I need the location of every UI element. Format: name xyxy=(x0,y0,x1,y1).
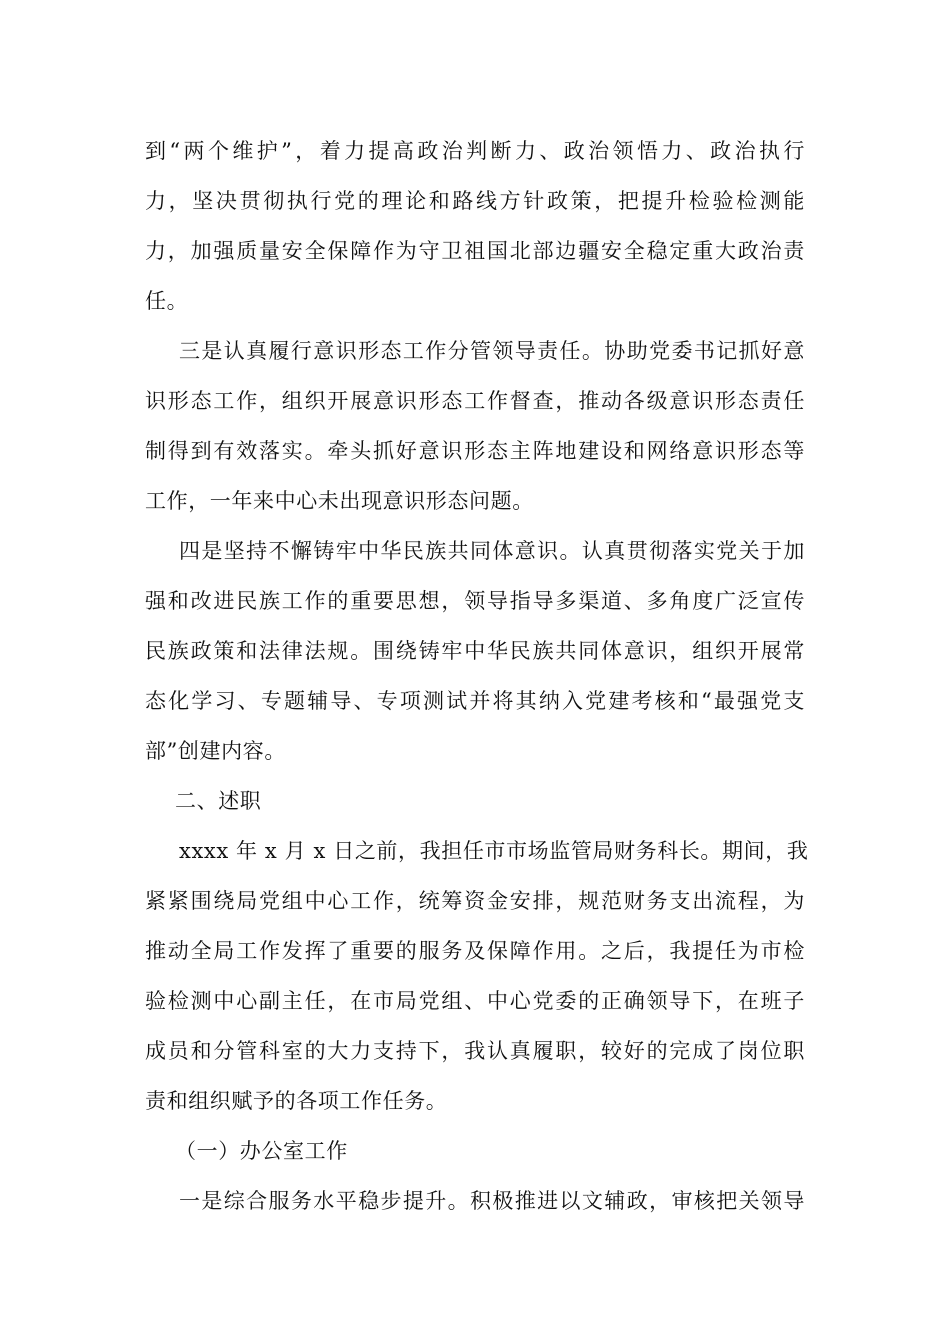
text-line: 工作，一年来中心未出现意识形态问题。 xyxy=(145,489,534,513)
paragraph-work-history xyxy=(145,826,809,1126)
text-line: 力，坚决贯彻执行党的理论和路线方针政策，把提升检验检测能 xyxy=(145,189,805,213)
section-heading-report xyxy=(145,776,805,826)
text-line: 民族政策和法律法规。围绕铸牢中华民族共同体意识，组织开展常 xyxy=(145,639,805,663)
text-line: 推动全局工作发挥了重要的服务及保障作用。之后，我提任为市检 xyxy=(145,939,805,963)
text-line: 识形态工作，组织开展意识形态工作督查，推动各级意识形态责任 xyxy=(145,389,805,413)
text-line: 紧紧围绕局党组中心工作，统筹资金安排，规范财务支出流程，为 xyxy=(145,889,805,913)
text-line: 成员和分管科室的大力支持下，我认真履职，较好的完成了岗位职 xyxy=(145,1039,805,1063)
text-line: xxxx 年 x 月 x 日之前，我担任市市场监管局财务科长。期间，我 xyxy=(179,839,809,863)
text-line: 到“两个维护”，着力提高政治判断力、政治领悟力、政治执行 xyxy=(145,139,805,163)
paragraph-comprehensive-service xyxy=(145,1176,805,1226)
document-page xyxy=(145,126,809,1226)
text-line: 验检测中心副主任，在市局党组、中心党委的正确领导下，在班子 xyxy=(145,989,805,1013)
paragraph-political-loyalty-continuation xyxy=(145,126,805,326)
text-line: 一是综合服务水平稳步提升。积极推进以文辅政，审核把关领导 xyxy=(179,1189,805,1213)
text-line: 力，加强质量安全保障作为守卫祖国北部边疆安全稳定重大政治责 xyxy=(145,239,805,263)
paragraph-national-unity xyxy=(145,526,805,776)
text-line: 制得到有效落实。牵头抓好意识形态主阵地建设和网络意识形态等 xyxy=(145,439,805,463)
text-line: 任。 xyxy=(145,289,189,313)
heading-text: （一）办公室工作 xyxy=(175,1139,348,1163)
text-line: 责和组织赋予的各项工作任务。 xyxy=(145,1089,448,1113)
text-line: 四是坚持不懈铸牢中华民族共同体意识。认真贯彻落实党关于加 xyxy=(179,539,805,563)
text-line: 态化学习、专题辅导、专项测试并将其纳入党建考核和“最强党支 xyxy=(145,689,805,713)
text-line: 三是认真履行意识形态工作分管领导责任。协助党委书记抓好意 xyxy=(179,339,805,363)
heading-text: 二、述职 xyxy=(175,789,262,813)
paragraph-ideology-responsibility xyxy=(145,326,805,526)
text-line: 强和改进民族工作的重要思想，领导指导多渠道、多角度广泛宣传 xyxy=(145,589,805,613)
subsection-heading-office-work xyxy=(145,1126,805,1176)
text-line: 部”创建内容。 xyxy=(145,739,286,763)
